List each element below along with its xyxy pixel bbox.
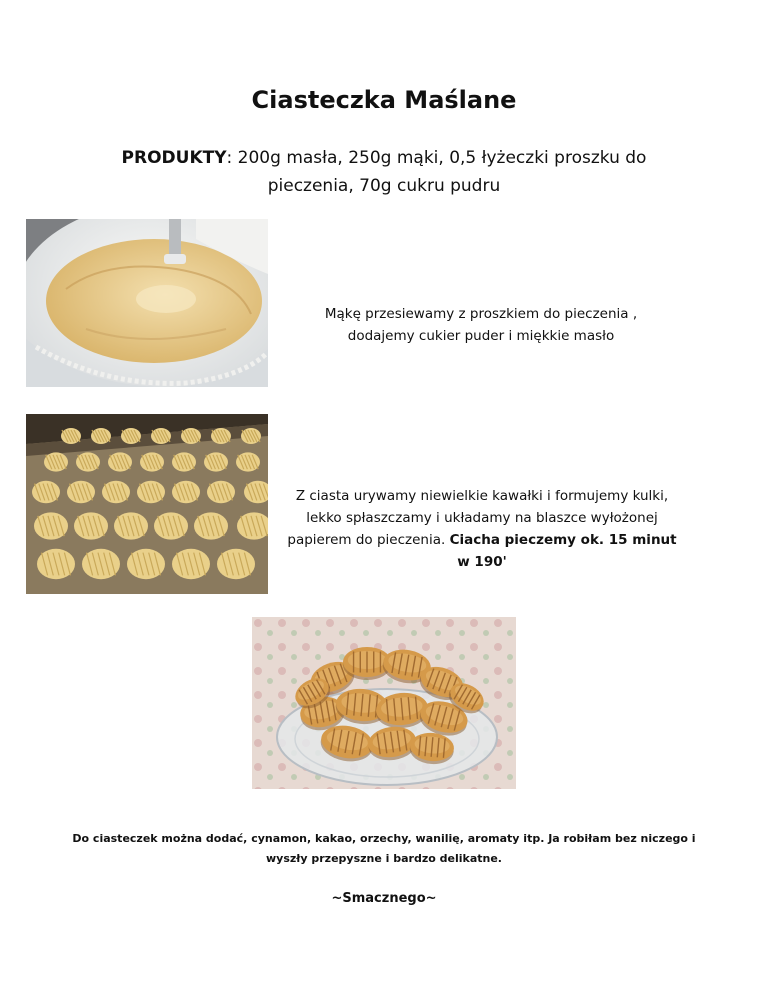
page-title: Ciasteczka Maślane	[251, 86, 517, 114]
step-1-text: Mąkę przesiewamy z proszkiem do pieczenia , dodajemy cukier puder i miękkie masło	[324, 306, 638, 344]
ingredients-label: PRODUKTY	[121, 148, 227, 168]
step-2-instructions: Z ciasta urywamy niewielkie kawałki i formujemy kulki, lekko spłaszczamy i układamy na blaszce wyłożonej papierem do pieczenia.	[287, 488, 669, 548]
ingredients-paragraph	[80, 144, 688, 200]
mixing-bowl-photo	[26, 219, 268, 387]
ingredients-list: : 200g masła, 250g mąki, 0,5 łyżeczki proszku do pieczenia, 70g cukru pudru	[226, 148, 647, 196]
tips-note: Do ciasteczek można dodać, cynamon, kakao, orzechy, wanilię, aromaty itp. Ja robiłam bez niczego i wyszły przepyszne i bardzo delikatne.	[72, 832, 696, 865]
step-2-text	[282, 485, 682, 573]
step-2-baking-time: Ciacha pieczemy ok. 15 minut w 190'	[449, 532, 677, 570]
closing-text: ~Smacznego~	[331, 891, 437, 906]
baking-tray-photo	[26, 414, 268, 594]
cookies-plate-photo	[252, 617, 516, 789]
